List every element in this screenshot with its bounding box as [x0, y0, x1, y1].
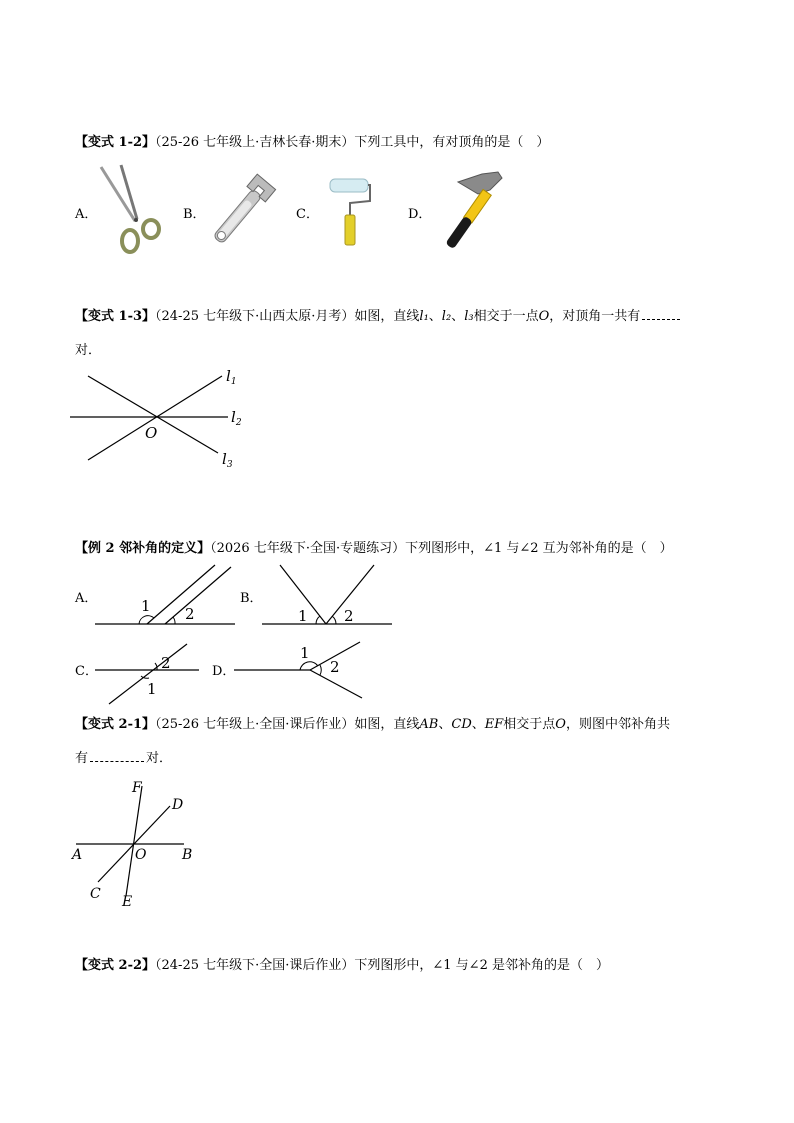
question-text: 下列图形中，∠1 与∠2 是邻补角的是（ ）	[354, 958, 609, 973]
question-source: （2026 七年级下·全国·专题练习）	[210, 541, 406, 556]
question-text: 相交于点	[503, 717, 556, 732]
point-o-label: O	[538, 309, 550, 324]
hammer-icon	[428, 168, 506, 254]
separator: 、	[438, 717, 452, 732]
question-1-3-stem	[75, 307, 682, 326]
answer-blank[interactable]	[642, 307, 680, 320]
angle-2-label: 2	[185, 605, 195, 623]
scissors-icon	[95, 163, 165, 257]
label-b: B	[182, 847, 193, 863]
option-a-label: A．	[75, 591, 98, 606]
wrench-icon	[206, 171, 278, 251]
example-2-stem	[75, 540, 673, 558]
question-1-2-stem	[75, 134, 549, 152]
question-1-3-stem-cont	[75, 342, 101, 360]
line-l2-label: l₂	[441, 309, 452, 324]
question-tag: 【变式 2-1】	[75, 717, 156, 732]
figure-option-b	[262, 563, 394, 629]
question-text: 如图，直线	[354, 717, 420, 732]
question-text: ，则图中邻补角共	[565, 717, 670, 732]
line-l3-label: l₃	[464, 309, 474, 324]
question-tag: 【变式 1-3】	[75, 309, 156, 324]
figure-intersecting-lines	[70, 778, 210, 912]
label-d: D	[172, 797, 184, 813]
line-ef	[126, 786, 142, 896]
label-o: O	[145, 424, 158, 442]
figure-option-a	[95, 563, 240, 629]
line-ab-label: AB	[419, 717, 439, 732]
separator: 、	[471, 717, 485, 732]
question-tag: 【变式 2-2】	[75, 958, 156, 973]
figure-three-lines	[70, 366, 260, 476]
question-source: （25-26 七年级上·吉林长春·期末）	[155, 135, 355, 150]
line-l1-label: l₁	[419, 309, 429, 324]
answer-blank[interactable]	[90, 749, 144, 762]
question-tag: 【例 2 邻补角的定义】	[75, 541, 211, 556]
label-l2: $l_2$	[231, 408, 242, 428]
angle-1-label: 1	[147, 680, 157, 698]
angle-1-label: 1	[300, 644, 310, 662]
question-text: 相交于一点	[473, 309, 539, 324]
angle-2-label: 2	[330, 658, 340, 676]
question-text: 有	[75, 751, 89, 766]
label-l1: $l_1$	[226, 367, 237, 387]
angle-1-label: 1	[298, 607, 308, 625]
label-o: O	[135, 847, 147, 863]
option-c-label: C．	[296, 207, 319, 222]
angle-1-label: 1	[141, 597, 151, 615]
option-c-label: C．	[75, 664, 98, 679]
question-text: 下列工具中，有对顶角的是（ ）	[354, 135, 550, 150]
option-b-label: B．	[240, 591, 263, 606]
label-a: A	[72, 847, 83, 863]
question-source: （25-26 七年级上·全国·课后作业）	[155, 717, 355, 732]
question-tag: 【变式 1-2】	[75, 135, 156, 150]
paint-roller-icon	[324, 175, 372, 249]
option-d-label: D．	[212, 664, 236, 679]
question-source: （24-25 七年级下·山西太原·月考）	[155, 309, 355, 324]
angle-2-label: 2	[161, 654, 171, 672]
label-e: E	[122, 894, 133, 910]
question-text: 如图，直线	[354, 309, 420, 324]
angle-2-label: 2	[344, 607, 354, 625]
figure-option-c	[95, 640, 205, 706]
point-o-label: O	[555, 717, 566, 732]
question-2-2-stem	[75, 957, 609, 975]
question-text: 对．	[146, 751, 173, 766]
line-ef-label: EF	[484, 717, 504, 732]
label-f: F	[132, 780, 142, 796]
question-text: 对．	[75, 343, 102, 358]
question-source: （24-25 七年级下·全国·课后作业）	[155, 958, 355, 973]
question-2-1-stem-cont	[75, 749, 172, 768]
label-l3: $l_3$	[222, 450, 233, 470]
question-2-1-stem	[75, 716, 670, 734]
option-b-label: B．	[183, 207, 206, 222]
option-d-label: D．	[408, 207, 432, 222]
label-c: C	[90, 886, 101, 902]
figure-option-d	[234, 640, 369, 706]
question-text: ，对顶角一共有	[549, 309, 641, 324]
separator: 、	[428, 309, 442, 324]
line-cd-label: CD	[451, 717, 472, 732]
separator: 、	[451, 309, 465, 324]
question-text: 下列图形中，∠1 与∠2 互为邻补角的是（ ）	[405, 541, 673, 556]
option-a-label: A．	[75, 207, 98, 222]
